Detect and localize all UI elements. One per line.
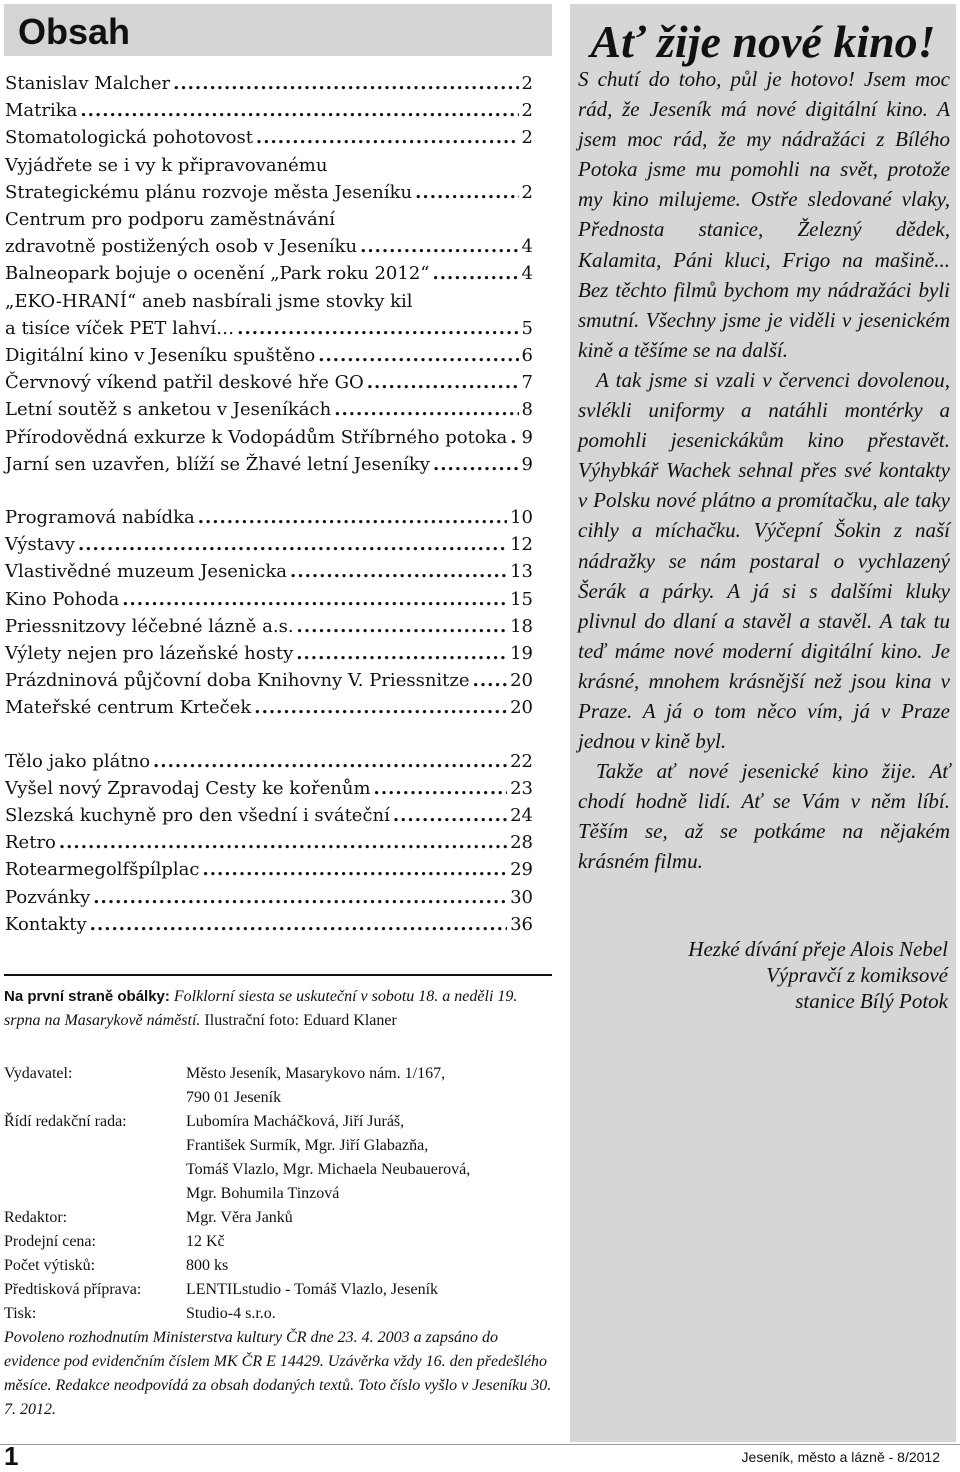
toc-entry-line: [5, 451, 533, 478]
cover-note-text: Folklorní siesta se uskuteční v sobotu 18. a neděli 19. srpna na Masarykově náměstí.: [4, 988, 518, 1029]
toc-entry[interactable]: [5, 911, 533, 938]
toc-entry-title: Kontakty: [5, 913, 87, 935]
leader-dots: [433, 260, 519, 287]
imprint-value: [186, 1206, 560, 1230]
toc-entry-line: [5, 802, 533, 829]
toc-entry-page: 2: [521, 181, 533, 203]
toc-entry-page: 24: [510, 805, 533, 827]
toc-group-gap: [5, 722, 533, 748]
toc-entry-title: Prázdninová půjčovní doba Knihovny V. Priessnitze: [5, 670, 470, 692]
imprint-value: [186, 1110, 560, 1206]
toc-entry-title: Výstavy: [5, 534, 75, 556]
toc-entry-title: Vyjádřete se i vy k připravovanému: [5, 154, 328, 176]
imprint-value-line: 800 ks: [186, 1257, 229, 1274]
leader-dots: [334, 396, 518, 423]
leader-dots: [374, 775, 508, 802]
imprint-value-line: Město Jeseník, Masarykovo nám. 1/167,: [186, 1065, 446, 1082]
toc-entry[interactable]: [5, 424, 533, 451]
toc-entry-page: 20: [510, 697, 533, 719]
publication-title: Jeseník, město a lázně - 8/2012: [741, 1449, 940, 1465]
imprint-key: Počet výtisků:: [4, 1257, 96, 1274]
toc-entry-title: Centrum pro podporu zaměstnávání: [5, 209, 336, 231]
toc-entry-line: [5, 694, 533, 721]
imprint-key: Tisk:: [4, 1305, 37, 1322]
imprint-row: [4, 1278, 560, 1302]
toc-entry-page: 9: [521, 426, 533, 448]
toc-entry-page: 20: [510, 670, 533, 692]
toc-entry[interactable]: [5, 586, 533, 613]
page-number: 1: [4, 1441, 19, 1471]
sidebar-paragraph: Takže ať nové jesenické kino žije. Ať chodí hodně lidí. Ať se Vám v něm líbí. Těším se, až se potkáme na nějakém krásném filmu.: [578, 759, 950, 874]
toc-entry[interactable]: [5, 396, 533, 423]
toc-entry[interactable]: [5, 260, 533, 287]
leader-dots: [510, 424, 518, 451]
toc-entry[interactable]: [5, 124, 533, 151]
leader-dots: [93, 884, 507, 911]
divider: [4, 974, 552, 976]
imprint-key: Předtisková příprava:: [4, 1281, 142, 1298]
toc-entry[interactable]: [5, 694, 533, 721]
toc-entry-title: Balneopark bojuje o ocenění „Park roku 2012“: [5, 263, 430, 285]
leader-dots: [59, 829, 507, 856]
toc-entry-line: [5, 97, 533, 124]
toc-entry-page: 2: [521, 127, 533, 149]
toc-entry-title: Matrika: [5, 100, 78, 122]
toc-entry-line: [5, 369, 533, 396]
sidebar-title: Ať žije nové kino!: [590, 16, 936, 67]
toc-entry-line: [5, 613, 533, 640]
imprint-note: Povoleno rozhodnutím Ministerstva kultury ČR dne 23. 4. 2003 a zapsáno do evidence pod evidenčním číslem MK ČR E 14429. Uzávěrka vždy 16. den předešlého měsíce. Redakce neodpovídá za obsah dodaných textů. Toto číslo vyšlo v Jeseníku 30. 7. 2012.: [4, 1329, 552, 1418]
toc-entry-line: [5, 424, 533, 451]
toc-entry-page: 6: [521, 345, 533, 367]
toc-header: [4, 4, 552, 56]
toc-entry-line: [5, 667, 533, 694]
toc-entry-title: „EKO-HRANÍ“ aneb nasbírali jsme stovky kil: [5, 290, 413, 312]
toc-entry-page: 19: [510, 643, 533, 665]
toc-entry-page: 5: [521, 317, 533, 339]
toc-entry-line: [5, 206, 533, 233]
toc-entry[interactable]: [5, 775, 533, 802]
toc-entry-line: [5, 396, 533, 423]
toc-entry[interactable]: [5, 613, 533, 640]
toc-entry-page: 29: [510, 859, 533, 881]
cover-note: [4, 985, 554, 1033]
toc-entry-line: [5, 342, 533, 369]
toc-entry[interactable]: [5, 206, 533, 260]
toc-entry-page: 8: [521, 399, 533, 421]
imprint-value: [186, 1230, 560, 1254]
imprint-value: [186, 1278, 560, 1302]
leader-dots: [90, 911, 507, 938]
toc-entry-page: 30: [510, 886, 533, 908]
toc-entry-line: [5, 640, 533, 667]
toc-entry[interactable]: [5, 884, 533, 911]
toc-entry-line: [5, 504, 533, 531]
leader-dots: [254, 694, 507, 721]
photo-credit: Ilustrační foto: Eduard Klaner: [204, 1012, 397, 1029]
cover-note-label: Na první straně obálky:: [4, 988, 170, 1005]
toc-group-gap: [5, 478, 533, 504]
leader-dots: [318, 342, 518, 369]
signature-line: Výpravčí z komiksové: [766, 963, 948, 987]
toc-entry[interactable]: [5, 531, 533, 558]
toc-entry[interactable]: [5, 152, 533, 206]
toc-entry-line: [5, 748, 533, 775]
toc-entry-page: 22: [510, 750, 533, 772]
toc-entry-line: [5, 586, 533, 613]
toc-entry-title: Vlastivědné muzeum Jesenicka: [5, 561, 288, 583]
toc-entry[interactable]: [5, 802, 533, 829]
toc-entry-page: 4: [521, 236, 533, 258]
imprint-key: Redaktor:: [4, 1209, 68, 1226]
imprint-key: Prodejní cena:: [4, 1233, 96, 1250]
leader-dots: [256, 124, 519, 151]
imprint: [4, 1062, 560, 1422]
leader-dots: [153, 748, 507, 775]
imprint-value-line: Tomáš Vlazlo, Mgr. Michaela Neubauerová,: [186, 1161, 471, 1178]
toc-entry[interactable]: [5, 288, 533, 342]
signature-line: stanice Bílý Potok: [795, 989, 948, 1013]
table-of-contents: [5, 70, 533, 938]
toc-entry-line: [5, 315, 533, 342]
toc-entry-line: [5, 775, 533, 802]
toc-entry-title: Rotearmegolfšpílplac: [5, 859, 200, 881]
leader-dots: [290, 558, 507, 585]
toc-entry[interactable]: [5, 342, 533, 369]
toc-entry[interactable]: [5, 640, 533, 667]
leader-dots: [393, 802, 507, 829]
toc-entry-title: a tisíce víček PET lahví…: [5, 317, 235, 339]
imprint-value-line: Studio-4 s.r.o.: [186, 1305, 276, 1322]
toc-entry-line: [5, 152, 533, 179]
toc-entry-page: 7: [521, 372, 533, 394]
sidebar-paragraph: A tak jsme si vzali v červenci dovolenou, svlékli uniformy a natáhli montérky a pomohli jesenickákům kino přestavět. Výhybkář Wachek sehnal přes své kontakty v Polsku nové plátno a promítačku, ale taky cihly a míchačku. Výčepní Šokin z naší nádražky se nám postaral o vychlazený Šerák a párky. A já si s dalšími kluky plivnul do dlaní a stavěl a stavěl. A tak tu teď máme nové moderní digitální kino. Je krásné, mnohem krásnější než jsou kina v Praze. A já o tom něco vím, já v Praze jednou v kině byl.: [578, 367, 950, 754]
toc-entry-page: 12: [510, 534, 533, 556]
leader-dots: [237, 315, 518, 342]
leader-dots: [297, 613, 508, 640]
toc-entry-line: [5, 233, 533, 260]
toc-entry[interactable]: [5, 369, 533, 396]
toc-entry-page: 9: [521, 453, 533, 475]
toc-entry-line: [5, 288, 533, 315]
toc-entry-page: 2: [521, 100, 533, 122]
footer-divider: [0, 1444, 960, 1445]
toc-entry-line: [5, 884, 533, 911]
toc-entry[interactable]: [5, 667, 533, 694]
toc-entry-title: Stomatologická pohotovost: [5, 127, 253, 149]
toc-entry-line: [5, 558, 533, 585]
imprint-row: [4, 1230, 560, 1254]
imprint-value-line: LENTILstudio - Tomáš Vlazlo, Jeseník: [186, 1281, 439, 1298]
toc-entry-page: 15: [510, 588, 533, 610]
toc-entry-title: Kino Pohoda: [5, 588, 120, 610]
leader-dots: [415, 179, 518, 206]
imprint-value-line: 12 Kč: [186, 1233, 225, 1250]
imprint-value: [186, 1302, 560, 1326]
toc-entry-page: 10: [510, 507, 533, 529]
toc-entry-title: Vyšel nový Zpravodaj Cesty ke kořenům: [5, 777, 371, 799]
toc-entry-line: [5, 856, 533, 883]
toc-entry-title: Tělo jako plátno: [5, 750, 151, 772]
toc-entry[interactable]: [5, 451, 533, 478]
imprint-value-line: František Surmík, Mgr. Jiří Glabazňa,: [186, 1137, 429, 1154]
toc-entry-page: 18: [510, 615, 533, 637]
leader-dots: [173, 70, 518, 97]
toc-entry-page: 2: [521, 73, 533, 94]
sidebar-body: [578, 64, 950, 877]
toc-entry[interactable]: [5, 829, 533, 856]
toc-entry-title: Digitální kino v Jeseníku spuštěno: [5, 345, 316, 367]
toc-entry-page: 23: [510, 777, 533, 799]
leader-dots: [367, 369, 519, 396]
toc-entry-line: [5, 911, 533, 938]
imprint-key: Vydavatel:: [4, 1065, 73, 1082]
toc-entry-page: 28: [510, 832, 533, 854]
leader-dots: [473, 667, 508, 694]
toc-entry-title: Pozvánky: [5, 886, 91, 908]
toc-entry-line: [5, 70, 533, 97]
toc-entry-title: Slezská kuchyně pro den všední i sváteční: [5, 805, 390, 827]
toc-entry[interactable]: [5, 856, 533, 883]
toc-entry-line: [5, 124, 533, 151]
toc-entry-title: Letní soutěž s anketou v Jeseníkách: [5, 399, 332, 421]
toc-entry-line: [5, 260, 533, 287]
leader-dots: [78, 531, 507, 558]
toc-entry-line: [5, 829, 533, 856]
leader-dots: [433, 451, 519, 478]
toc-entry[interactable]: [5, 748, 533, 775]
leader-dots: [198, 504, 507, 531]
leader-dots: [80, 97, 518, 124]
toc-title: Obsah: [18, 11, 131, 52]
imprint-value-line: Mgr. Věra Janků: [186, 1209, 293, 1226]
toc-entry-title: Stanislav Malcher: [5, 73, 171, 94]
toc-entry-page: 36: [510, 913, 533, 935]
toc-entry[interactable]: [5, 504, 533, 531]
toc-entry-title: Retro: [5, 832, 56, 854]
leader-dots: [122, 586, 507, 613]
toc-entry-page: 4: [521, 263, 533, 285]
imprint-row: [4, 1110, 560, 1206]
sidebar-paragraph: S chutí do toho, půl je hotovo! Jsem moc rád, že Jeseník má nové digitální kino. A jsem moc rád, že my nádražáci z Bílého Potoka jsme mu pomohli na svět, protože my kino milujeme. Ostře sledované vlaky, Přednosta stanice, Železný dědek, Kalamita, Páni kluci, Frigo na mašině... Bez těchto filmů bychom my nádražáci byli smutní. Všechny jsme je viděli v jesenickém kině a těšíme se na další.: [578, 67, 950, 362]
toc-entry-page: 13: [510, 561, 533, 583]
imprint-row: [4, 1062, 560, 1110]
imprint-value-line: Mgr. Bohumila Tinzová: [186, 1185, 340, 1202]
toc-entry[interactable]: [5, 97, 533, 124]
imprint-value: [186, 1254, 560, 1278]
signature-line: Hezké dívání přeje Alois Nebel: [688, 937, 948, 961]
leader-dots: [360, 233, 518, 260]
toc-entry-title: zdravotně postižených osob v Jeseníku: [5, 236, 358, 258]
leader-dots: [202, 856, 507, 883]
toc-entry-title: Přírodovědná exkurze k Vodopádům Stříbrného potoka: [5, 426, 508, 448]
toc-entry[interactable]: [5, 558, 533, 585]
toc-entry-title: Programová nabídka: [5, 507, 195, 529]
imprint-key: Řídí redakční rada:: [4, 1113, 127, 1130]
toc-entry-line: [5, 179, 533, 206]
leader-dots: [296, 640, 507, 667]
imprint-value: [186, 1062, 560, 1110]
toc-entry[interactable]: [5, 70, 533, 97]
imprint-value-line: 790 01 Jeseník: [186, 1089, 282, 1106]
imprint-row: [4, 1206, 560, 1230]
imprint-row: [4, 1302, 560, 1326]
toc-entry-title: Červnový víkend patřil deskové hře GO: [5, 372, 364, 394]
toc-entry-title: Výlety nejen pro lázeňské hosty: [5, 643, 294, 665]
sidebar-signature: [576, 936, 948, 1014]
editorial-sidebar: [570, 4, 956, 1442]
toc-entry-title: Priessnitzovy léčebné lázně a.s.: [5, 615, 294, 637]
toc-entry-title: Strategickému plánu rozvoje města Jeseníku: [5, 181, 413, 203]
imprint-value-line: Lubomíra Macháčková, Jiří Juráš,: [186, 1113, 405, 1130]
toc-entry-line: [5, 531, 533, 558]
imprint-row: [4, 1254, 560, 1278]
toc-entry-title: Jarní sen uzavřen, blíží se Žhavé letní Jeseníky: [5, 453, 430, 475]
toc-entry-title: Mateřské centrum Krteček: [5, 697, 252, 719]
